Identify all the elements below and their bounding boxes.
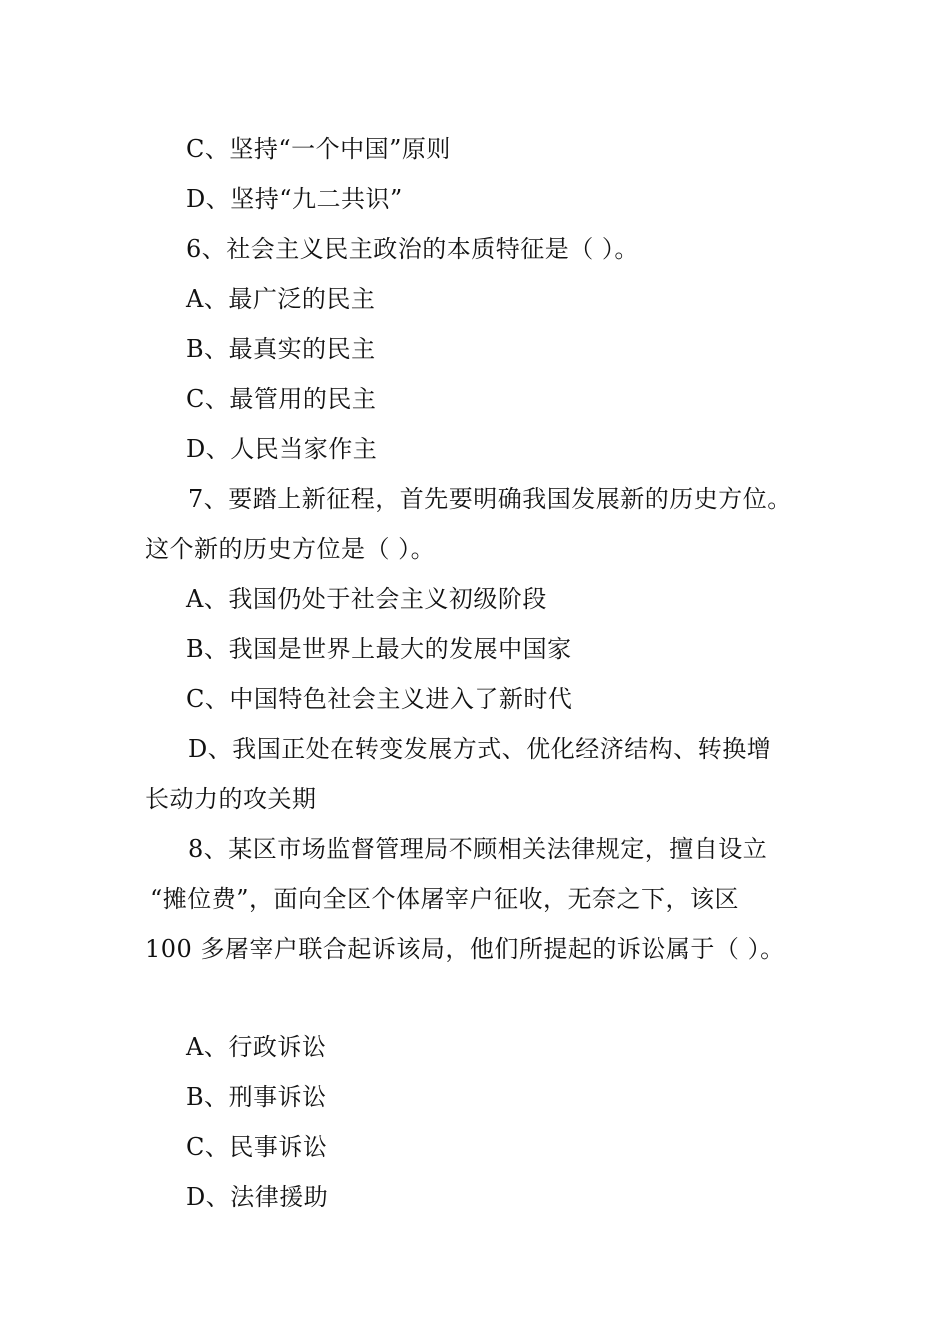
option-d-q8: D、法律援助 [186, 1183, 329, 1211]
option-c-q6: C、最管用的民主 [186, 385, 377, 413]
question-8-line-1: 8、某区市场监督管理局不顾相关法律规定，擅自设立 [188, 835, 768, 863]
question-7-line-1: 7、要踏上新征程，首先要明确我国发展新的历史方位。 [188, 485, 792, 513]
question-8-line-2: “摊位费”，面向全区个体屠宰户征收，无奈之下，该区 [150, 885, 740, 913]
option-a-q6: A、最广泛的民主 [186, 285, 376, 313]
question-6: 6、社会主义民主政治的本质特征是（ ）。 [186, 235, 639, 263]
option-b-q8: B、刑事诉讼 [186, 1083, 327, 1111]
question-7-line-2: 这个新的历史方位是（ ）。 [145, 535, 436, 563]
option-d-q7-line-2: 长动力的攻关期 [145, 785, 317, 813]
option-d-q6: D、人民当家作主 [186, 435, 378, 463]
option-c-q7: C、中国特色社会主义进入了新时代 [186, 685, 573, 713]
question-8-line-3: 100 多屠宰户联合起诉该局，他们所提起的诉讼属于（ ）。 [145, 935, 785, 963]
option-b-q6: B、最真实的民主 [186, 335, 376, 363]
option-a-q8: A、行政诉讼 [186, 1033, 327, 1061]
option-d-q7-line-1: D、我国正处在转变发展方式、优化经济结构、转换增 [188, 735, 772, 763]
option-c-q5: C、坚持“一个中国”原则 [186, 135, 451, 163]
option-a-q7: A、我国仍处于社会主义初级阶段 [186, 585, 547, 613]
option-d-q5: D、坚持“九二共识” [186, 185, 403, 213]
option-b-q7: B、我国是世界上最大的发展中国家 [186, 635, 572, 663]
option-c-q8: C、民事诉讼 [186, 1133, 328, 1161]
